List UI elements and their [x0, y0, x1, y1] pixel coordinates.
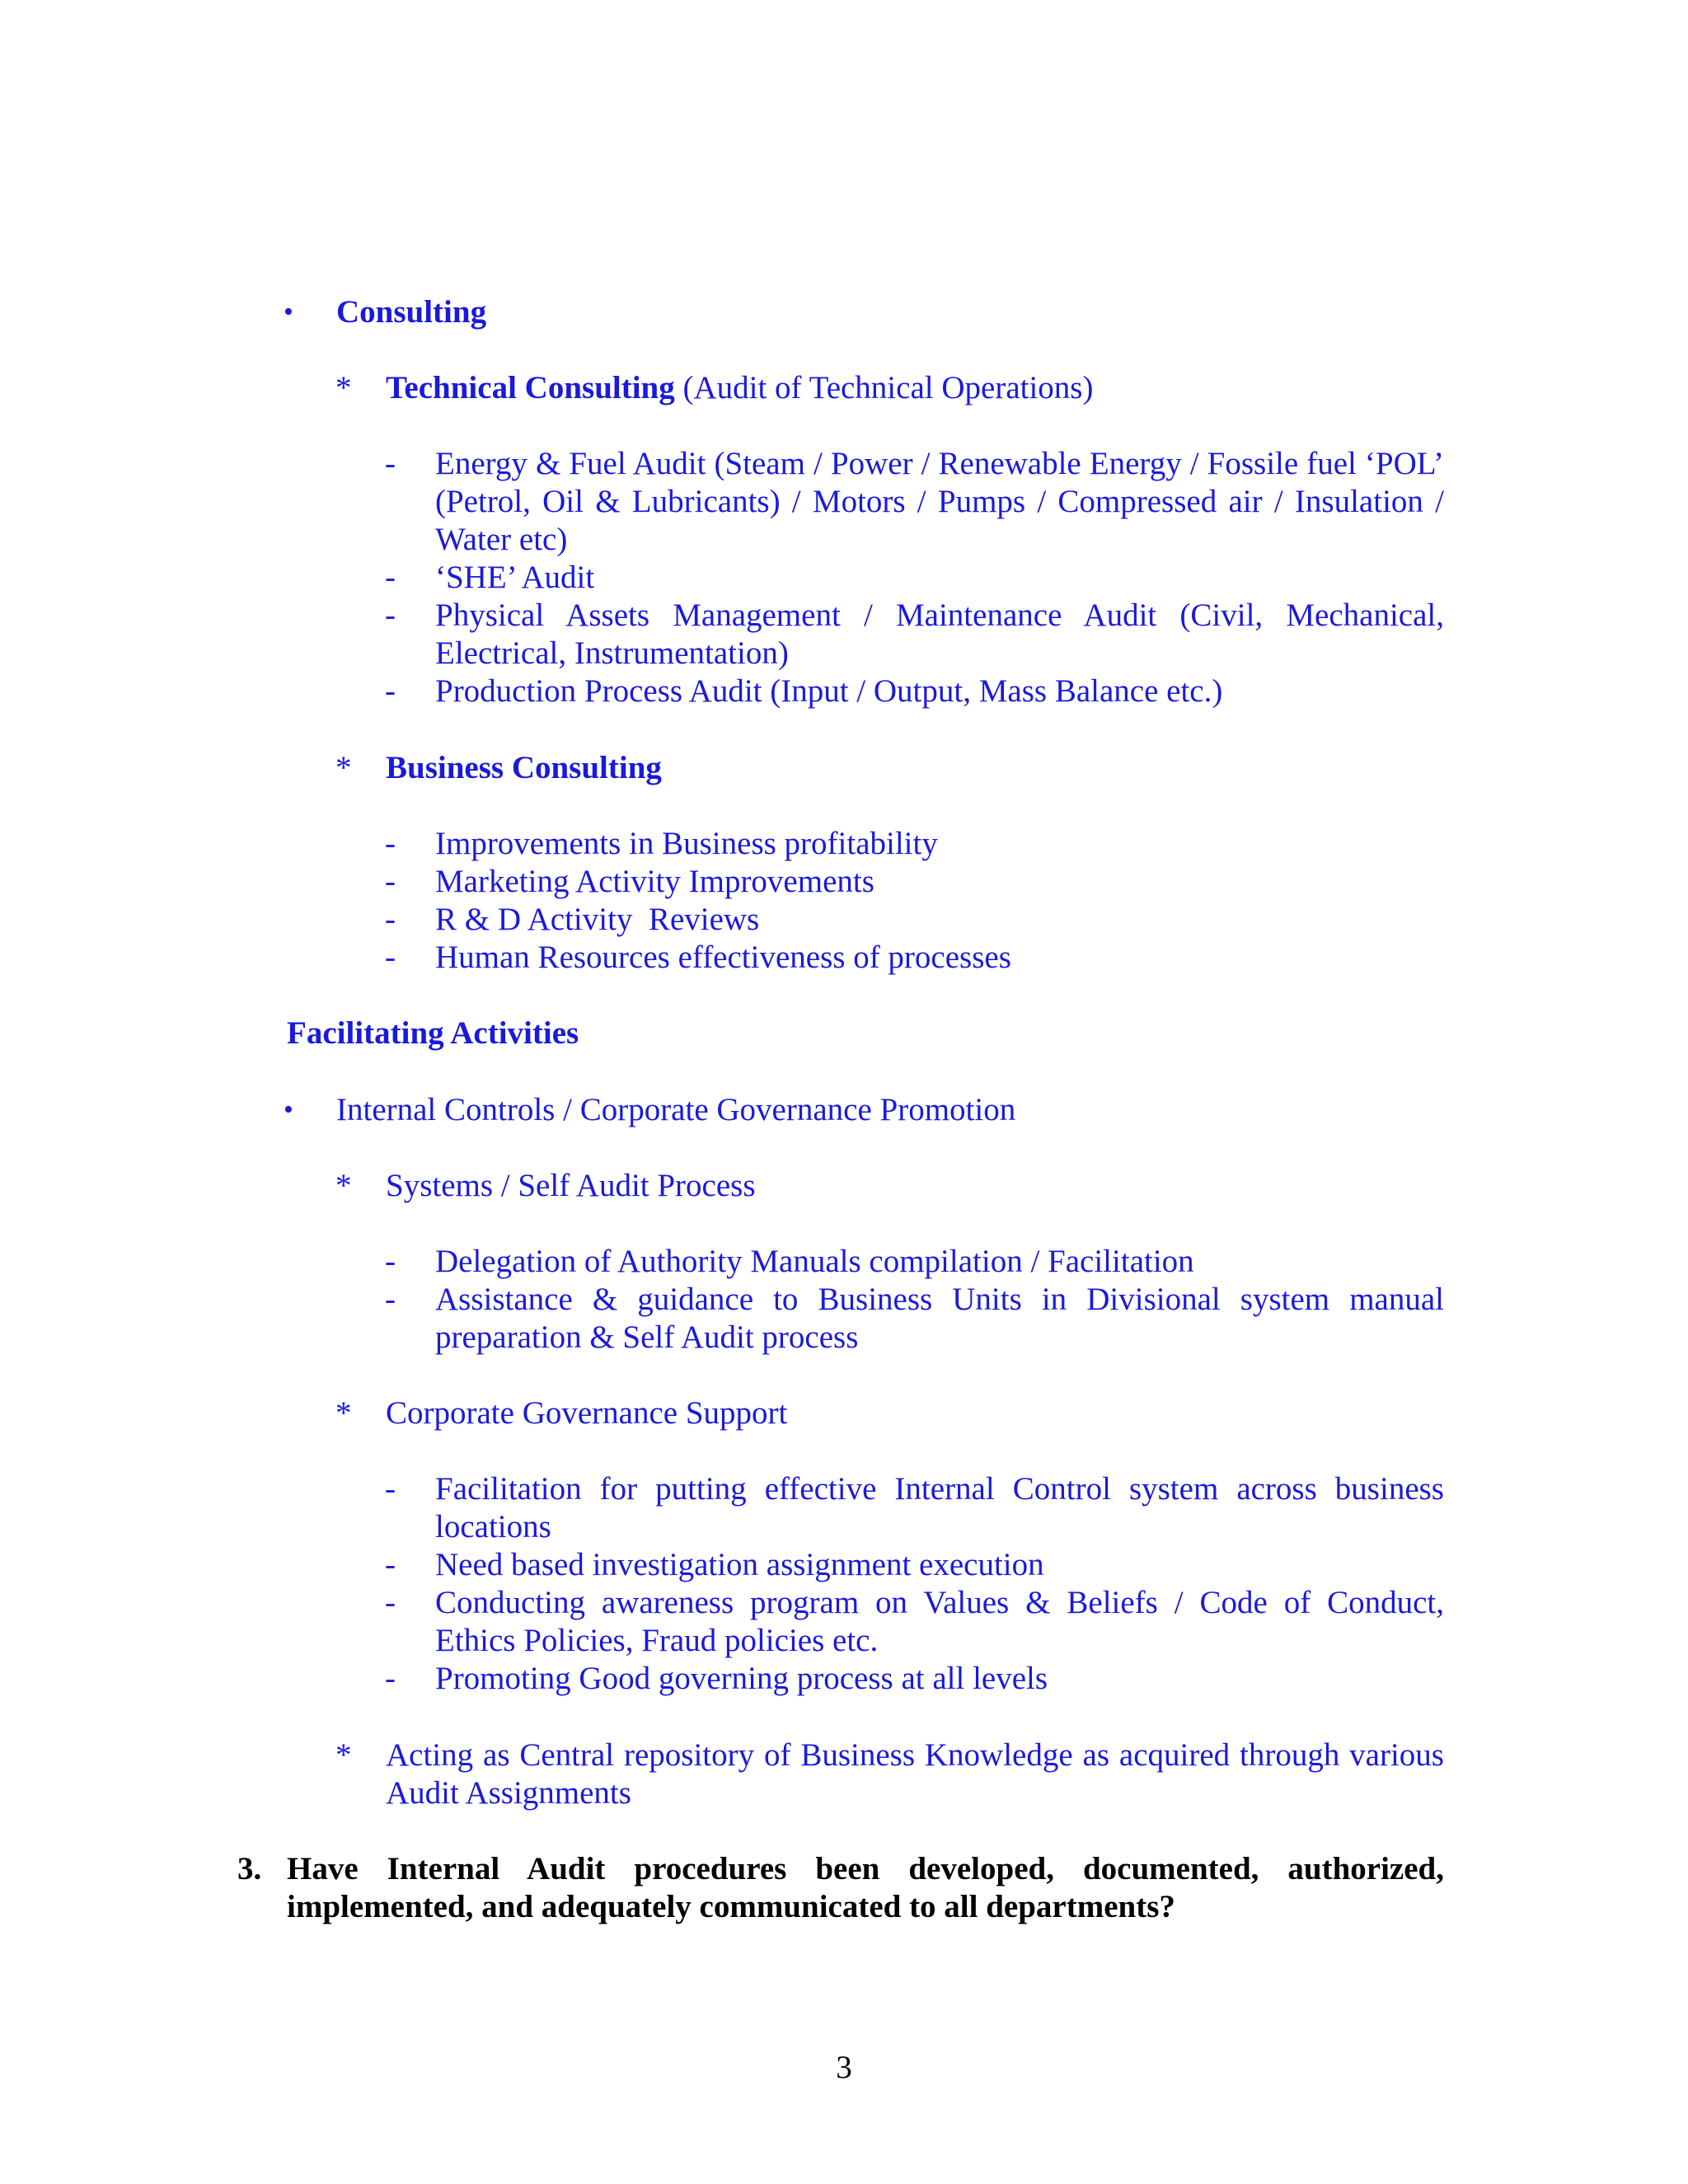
facilitating-activities-heading: Facilitating Activities	[287, 1015, 579, 1051]
dash-marker: -	[385, 446, 396, 481]
list-item: Production Process Audit (Input / Output, Mass Balance etc.)	[435, 673, 1223, 709]
technical-consulting-heading	[386, 369, 1093, 407]
star-marker: *	[335, 1168, 352, 1203]
star-marker: *	[335, 1737, 352, 1773]
technical-consulting-subtitle: (Audit of Technical Operations)	[682, 370, 1094, 405]
dash-marker: -	[385, 940, 396, 975]
dash-marker: -	[385, 1547, 396, 1582]
list-item: Promoting Good governing process at all levels	[435, 1661, 1048, 1696]
dash-marker: -	[385, 1661, 396, 1696]
question-number: 3.	[237, 1851, 262, 1886]
dash-marker: -	[385, 1244, 396, 1279]
dash-marker: -	[385, 1471, 396, 1507]
list-item: Facilitation for putting effective Internal Control system across business locations	[435, 1471, 1444, 1544]
dash-marker: -	[385, 902, 396, 937]
list-item: Marketing Activity Improvements	[435, 864, 874, 899]
business-consulting-title: Business Consulting	[386, 750, 662, 785]
dash-marker: -	[385, 826, 396, 861]
systems-audit-title: Systems / Self Audit Process	[386, 1168, 756, 1203]
star-marker: *	[335, 1395, 352, 1431]
bullet-marker: •	[284, 1094, 293, 1125]
list-item: Human Resources effectiveness of processes	[435, 940, 1011, 975]
dash-marker: -	[385, 1282, 396, 1317]
star-marker: *	[335, 750, 352, 785]
dash-marker: -	[385, 1585, 396, 1620]
list-item: R & D Activity Reviews	[435, 902, 760, 937]
star-marker: *	[335, 370, 352, 405]
list-item: Physical Assets Management / Maintenance Audit (Civil, Mechanical, Electrical, Instrumentation)	[435, 598, 1444, 671]
list-item: Need based investigation assignment execution	[435, 1547, 1044, 1582]
governance-support-title: Corporate Governance Support	[386, 1395, 788, 1431]
technical-consulting-title: Technical Consulting	[386, 370, 675, 405]
internal-controls-bullet: Internal Controls / Corporate Governance Promotion	[336, 1092, 1016, 1127]
list-item: Conducting awareness program on Values & Beliefs / Code of Conduct, Ethics Policies, Fraud policies etc.	[435, 1585, 1444, 1658]
list-item: Improvements in Business profitability	[435, 826, 938, 861]
dash-marker: -	[385, 598, 396, 633]
list-item: Energy & Fuel Audit (Steam / Power / Renewable Energy / Fossile fuel ‘POL’ (Petrol, Oil & Lubricants) / Motors / Pumps / Compressed air / Insulation / Water etc)	[435, 446, 1444, 557]
repository-item: Acting as Central repository of Business Knowledge as acquired through various Audit Assignments	[386, 1737, 1444, 1811]
list-item: ‘SHE’ Audit	[435, 560, 595, 595]
list-item: Assistance & guidance to Business Units in Divisional system manual preparation & Self Audit process	[435, 1282, 1444, 1355]
dash-marker: -	[385, 673, 396, 709]
list-item: Delegation of Authority Manuals compilation / Facilitation	[435, 1244, 1194, 1279]
dash-marker: -	[385, 560, 396, 595]
question-text: Have Internal Audit procedures been developed, documented, authorized, implemented, and adequately communicated to all departments?	[287, 1851, 1444, 1924]
dash-marker: -	[385, 864, 396, 899]
bullet-marker: •	[284, 297, 293, 327]
consulting-heading: Consulting	[336, 294, 487, 330]
page-number: 3	[836, 2050, 852, 2085]
